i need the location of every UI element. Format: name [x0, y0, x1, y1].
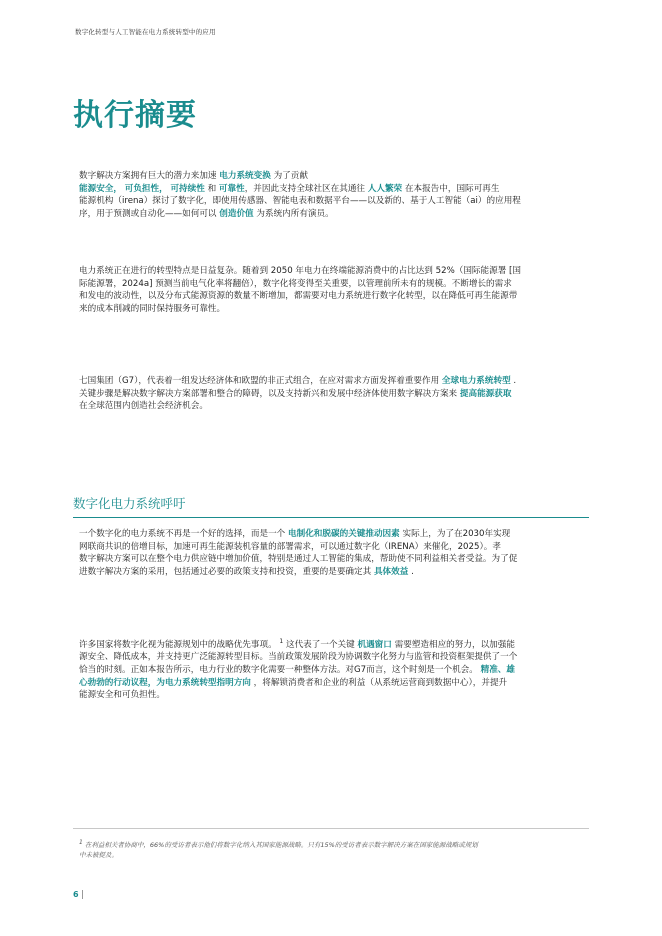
page-number: 6: [73, 890, 79, 899]
highlight-energy-access: 提高能源获取: [459, 388, 512, 399]
para1-line3: 能源机构（irena）探讨了数字化，即使用传感器、智能电表和数据平台——以及新的、基于人工智能（ai）的应用程: [79, 196, 521, 207]
para5-line2: 源安全、降低成本，并支持更广泛能源转型目标。当前政策发展阶段为协调数字化努力与监管和投资框架提供了一个: [79, 652, 518, 663]
highlight-global-transition: 全球电力系统转型: [441, 376, 511, 386]
section-heading: 数字化电力系统呼吁: [73, 496, 186, 511]
highlight-reliability: 可靠性: [218, 183, 245, 194]
para5-line3: 恰当的时刻。正如本报告所示，电力行业的数字化需要一种整体方法。对G7而言，这个时刻是一个机会。 精准、雄: [79, 665, 515, 676]
para1-line1: 数字解决方案拥有巨大的潜力来加速 电力系统变换 为了贡献: [79, 171, 308, 181]
paragraph-complexity: [79, 265, 591, 315]
para2-line2: 际能源署，2024a] 预测当前电气化率将翻倍），数字化将变得至关重要，以管理前所未有的规模。不断增长的需求: [79, 278, 512, 289]
page-title: 执行摘要: [73, 98, 197, 133]
highlight-energy-security: 能源安全，: [79, 183, 122, 194]
para2-line4: 来的成本削减的同时保持服务可靠性。: [79, 303, 226, 314]
paragraph-intro: [79, 170, 591, 220]
footnote-ref[interactable]: 1: [279, 638, 284, 645]
para5-line1: 许多国家将数字化视为能源规划中的战略优先事项。 $^1$ 这代表了一个关键 机遇窗口 需要塑造相应的努力，以加强能: [79, 638, 515, 650]
footnote-line2: 中未被提及。: [79, 851, 118, 860]
running-header: 数字化转型与人工智能在电力系统转型中的应用: [75, 28, 216, 36]
highlight-action-agenda-cont: 心勃勃的行动议程，为电力系统转型指明方向: [79, 677, 251, 688]
highlight-concrete-benefits: 具体效益: [373, 566, 409, 577]
highlight-power-system-transform: 电力系统变换: [219, 171, 271, 181]
highlight-window-of-opportunity: 机遇窗口: [357, 639, 392, 650]
para3-line3: 在全球范围内创造社会经济机会。: [79, 401, 208, 412]
highlight-prosperity: 人人繁荣: [367, 183, 403, 194]
para4-line3: 数字解决方案可以在整个电力供应链中增加价值，特别是通过人工智能的集成，帮助使不同利益相关者受益。为了促: [79, 554, 518, 565]
para4-line4: 进数字解决方案的采用，包括通过必要的政策支持和投资，重要的是要确定其 具体效益 .: [79, 566, 414, 577]
highlight-affordability: 可负担性，: [124, 183, 168, 194]
para4-line1: 一个数字化的电力系统不再是一个好的选择，而是一个 电制化和脱碳的关键推动因素 实际上，为了在2030年实现: [79, 529, 511, 539]
footnote-marker: 1: [79, 839, 83, 846]
footnote: [79, 838, 589, 860]
highlight-sustainability: 可持续性: [170, 183, 205, 194]
footnote-line1: 1 在利益相关者协商中，66%的受访者表示他们将数字化纳入其国家能源战略。只有15%的受访者表示数字解决方案在国家能源战略或规划: [79, 839, 478, 850]
para3-line2: 关键步骤是解决数字解决方案部署和整合的障碍，以及支持新兴和发展中经济体使用数字解决方案来 提高能源获取: [79, 388, 512, 399]
page-number-separator: [82, 890, 83, 899]
para3-line1: 七国集团（G7），代表着一组发达经济体和欧盟的非正式组合，在应对需求方面发挥着重要作用 全球电力系统转型 .: [79, 376, 517, 386]
highlight-key-enabler: 电制化和脱碳的关键推动因素: [288, 529, 400, 539]
paragraph-g7: [79, 375, 591, 413]
para1-line2: 能源安全， 可负担性， 可持续性 和 可靠性，并因此支持全球社区在其通往 人人繁荣 在本报告中，国际可再生: [79, 183, 500, 194]
para1-line4: 序，用于预测或自动化——如何可以 创造价值 为系统内所有演员。: [79, 208, 334, 219]
section-divider: [73, 517, 589, 518]
para2-line1: 电力系统正在进行的转型特点是日益复杂。随着到 2050 年电力在终端能源消费中的占比达到 52%（国际能源署 [国: [79, 266, 521, 276]
highlight-action-agenda: 精准、雄: [480, 665, 515, 676]
para5-line4: 心勃勃的行动议程，为电力系统转型指明方向 ，将解锁消费者和企业的利益（从系统运营商到数据中心），并提升: [79, 677, 508, 688]
para2-line3: 和发电的波动性，以及分布式能源资源的数量不断增加，都需要对电力系统进行数字化转型，以在降低可再生能源带: [79, 291, 518, 302]
highlight-create-value: 创造价值: [219, 208, 254, 219]
para4-line2: 网联商共识的倍增目标，加速可再生能源装机容量的部署需求，可以通过数字化（IRENA）来催化，2025）。孝: [79, 541, 501, 552]
paragraph-digital-system: [79, 528, 591, 578]
paragraph-strategy: [79, 636, 591, 702]
footnote-divider: [73, 828, 589, 829]
para5-line5: 能源安全和可负担性。: [79, 690, 165, 701]
